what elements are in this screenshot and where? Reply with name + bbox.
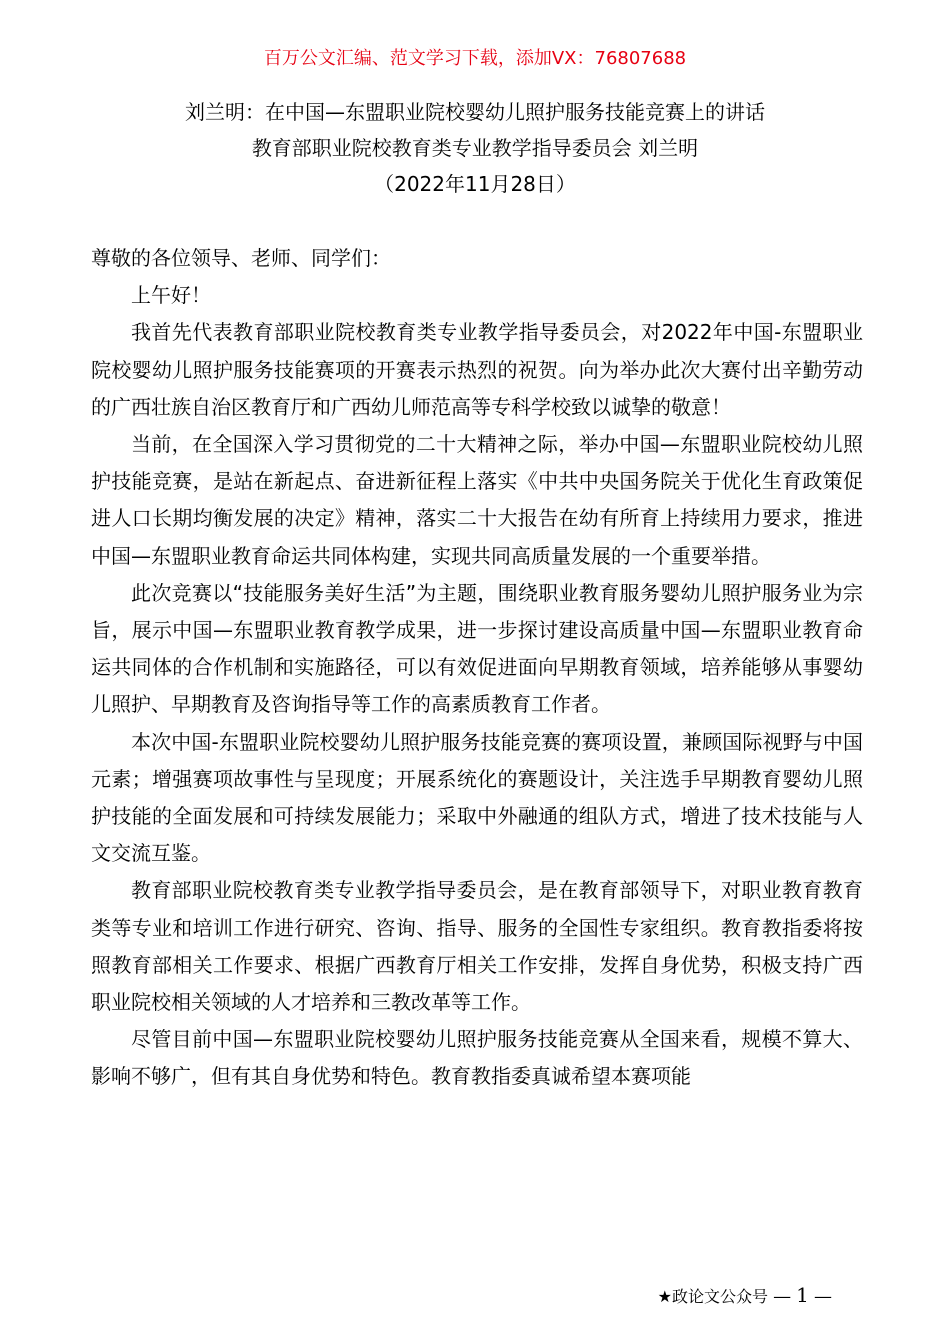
page-footer bbox=[658, 1280, 832, 1312]
header-banner: 百万公文汇编、范文学习下载，添加VX：76807688 bbox=[263, 48, 687, 69]
paragraph-theme: 此次竞赛以“技能服务美好生活”为主题，围绕职业教育服务婴幼儿照护服务业为宗旨，展示中国—东盟职业教育教学成果，进一步探讨建设高质量中国—东盟职业教育命运共同体的合作机制和实施路径，可以有效促进面向早期教育领域，培养能够从事婴幼儿照护、早期教育及咨询指导等工作的高素质教育工作者。 bbox=[91, 580, 863, 717]
paragraph-committee: 教育部职业院校教育类专业教学指导委员会，是在教育部领导下，对职业教育教育类等专业和培训工作进行研究、咨询、指导、服务的全国性专家组织。教育教指委将按照教育部相关工作要求、根据广西教育厅相关工作安排，发挥自身优势，积极支持广西职业院校相关领域的人才培养和三教改革等工作。 bbox=[91, 878, 863, 1015]
footer-dash-left: — bbox=[773, 1286, 792, 1307]
document-date: （2022年11月28日） bbox=[374, 172, 576, 196]
paragraph-outlook: 尽管目前中国—东盟职业院校婴幼儿照护服务技能竞赛从全国来看，规模不算大、影响不够广，但有其自身优势和特色。教育教指委真诚希望本赛项能 bbox=[91, 1027, 863, 1089]
footer-source: ★政论文公众号 bbox=[657, 1287, 768, 1306]
paragraph-context: 当前，在全国深入学习贯彻党的二十大精神之际，举办中国—东盟职业院校幼儿照护技能竞赛，是站在新起点、奋进新征程上落实《中共中央国务院关于优化生育政策促进人口长期均衡发展的决定》精神，落实二十大报告在幼有所育上持续用力要求，推进中国—东盟职业教育命运共同体构建，实现共同高质量发展的一个重要举措。 bbox=[91, 432, 863, 568]
document-body bbox=[91, 240, 863, 1096]
document-author: 教育部职业院校教育类专业教学指导委员会 刘兰明 bbox=[251, 136, 699, 160]
footer-dash-right: — bbox=[814, 1286, 832, 1307]
salutation: 尊敬的各位领导、老师、同学们： bbox=[91, 246, 391, 270]
paragraph-greeting: 上午好！ bbox=[131, 283, 211, 308]
document-title: 刘兰明：在中国—东盟职业院校婴幼儿照护服务技能竞赛上的讲话 bbox=[185, 100, 765, 124]
paragraph-congratulation: 我首先代表教育部职业院校教育类专业教学指导委员会，对2022年中国-东盟职业院校婴幼儿照护服务技能赛项的开赛表示热烈的祝贺。向为举办此次大赛付出辛勤劳动的广西壮族自治区教育厅和广西幼儿师范高等专科学校致以诚挚的敬意！ bbox=[91, 320, 863, 419]
page-number: 1 bbox=[796, 1283, 809, 1307]
title-block bbox=[60, 94, 890, 202]
paragraph-event-design: 本次中国-东盟职业院校婴幼儿照护服务技能竞赛的赛项设置，兼顾国际视野与中国元素；增强赛项故事性与呈现度；开展系统化的赛题设计，关注选手早期教育婴幼儿照护技能的全面发展和可持续发展能力；采取中外融通的组队方式，增进了技术技能与人文交流互鉴。 bbox=[91, 729, 863, 866]
